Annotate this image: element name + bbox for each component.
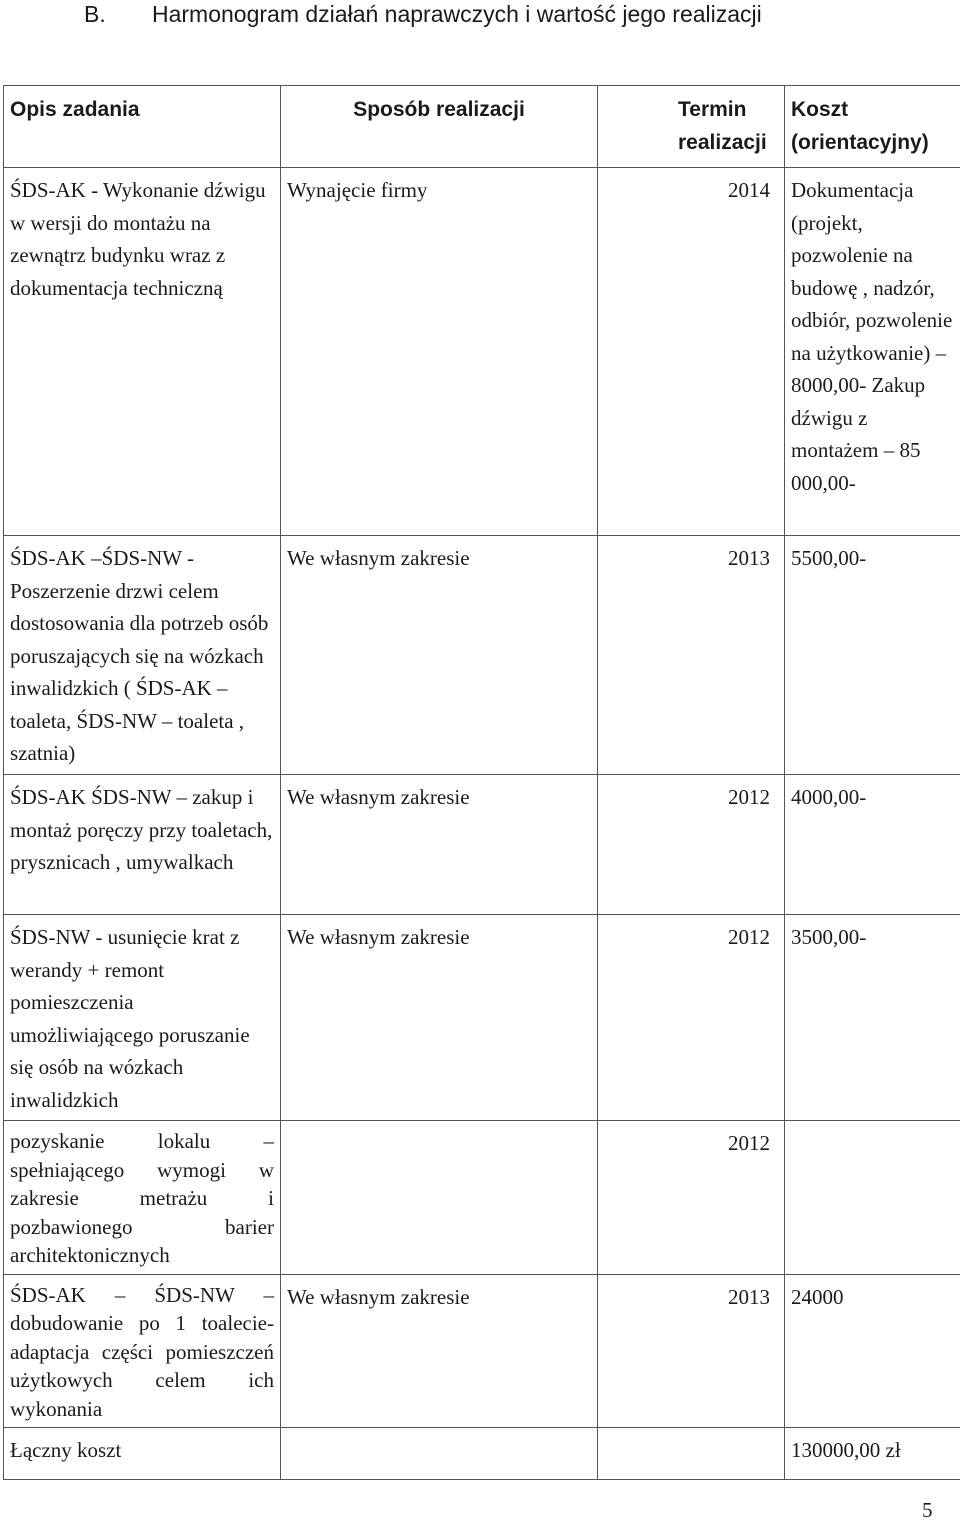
cost-cell: 3500,00-	[785, 915, 960, 1121]
term-cell: 2013	[598, 1274, 785, 1428]
task-cell: ŚDS-NW - usunięcie krat z werandy + remont pomieszczenia umożliwiającego poruszanie się osób na wózkach inwalidzkich	[4, 915, 281, 1121]
total-row	[4, 1428, 960, 1480]
term-cell: 2012	[598, 915, 785, 1121]
table-row	[4, 1274, 960, 1428]
table-row	[4, 915, 960, 1121]
total-method-cell	[281, 1428, 598, 1480]
task-cell: pozyskanie lokalu – spełniającego wymogi w zakresie metrażu i pozbawionego barier architektonicznych	[4, 1121, 281, 1275]
header-term: Termin realizacji	[598, 86, 785, 168]
section-letter: B.	[84, 1, 106, 27]
total-label: Łączny koszt	[4, 1428, 281, 1480]
method-cell: Wynajęcie firmy	[281, 168, 598, 536]
table-row	[4, 1121, 960, 1275]
term-cell: 2014	[598, 168, 785, 536]
page-number: 5	[922, 1498, 933, 1522]
header-cost: Koszt (orientacyjny)	[785, 86, 960, 168]
table-header-row	[4, 86, 960, 168]
table-row	[4, 775, 960, 915]
method-cell	[281, 1121, 598, 1275]
cost-cell: 24000	[785, 1274, 960, 1428]
term-cell: 2012	[598, 1121, 785, 1275]
task-cell: ŚDS-AK – ŚDS-NW – dobudowanie po 1 toalecie- adaptacja części pomieszczeń użytkowych celem ich wykonania	[4, 1274, 281, 1428]
term-cell: 2012	[598, 775, 785, 915]
term-cell: 2013	[598, 536, 785, 775]
cost-cell: Dokumentacja (projekt, pozwolenie na budowę , nadzór, odbiór, pozwolenie na użytkowanie) – 8000,00- Zakup dźwigu z montażem – 85 000,00-	[785, 168, 960, 536]
total-term-cell	[598, 1428, 785, 1480]
table-row	[4, 168, 960, 536]
header-task: Opis zadania	[4, 86, 281, 168]
task-cell: ŚDS-AK - Wykonanie dźwigu w wersji do montażu na zewnątrz budynku wraz z dokumentacja techniczną	[4, 168, 281, 536]
method-cell: We własnym zakresie	[281, 536, 598, 775]
method-cell: We własnym zakresie	[281, 775, 598, 915]
schedule-table	[3, 85, 960, 1480]
method-cell: We własnym zakresie	[281, 1274, 598, 1428]
section-title: Harmonogram działań naprawczych i wartość jego realizacji	[152, 1, 762, 27]
method-cell: We własnym zakresie	[281, 915, 598, 1121]
total-value: 130000,00 zł	[785, 1428, 960, 1480]
table-row	[4, 536, 960, 775]
cost-cell: 4000,00-	[785, 775, 960, 915]
cost-cell	[785, 1121, 960, 1275]
header-method: Sposób realizacji	[281, 86, 598, 168]
section-heading	[84, 0, 762, 30]
task-cell: ŚDS-AK –ŚDS-NW - Poszerzenie drzwi celem dostosowania dla potrzeb osób poruszających się na wózkach inwalidzkich ( ŚDS-AK –toaleta, ŚDS-NW – toaleta , szatnia)	[4, 536, 281, 775]
task-cell: ŚDS-AK ŚDS-NW – zakup i montaż poręczy przy toaletach, prysznicach , umywalkach	[4, 775, 281, 915]
cost-cell: 5500,00-	[785, 536, 960, 775]
